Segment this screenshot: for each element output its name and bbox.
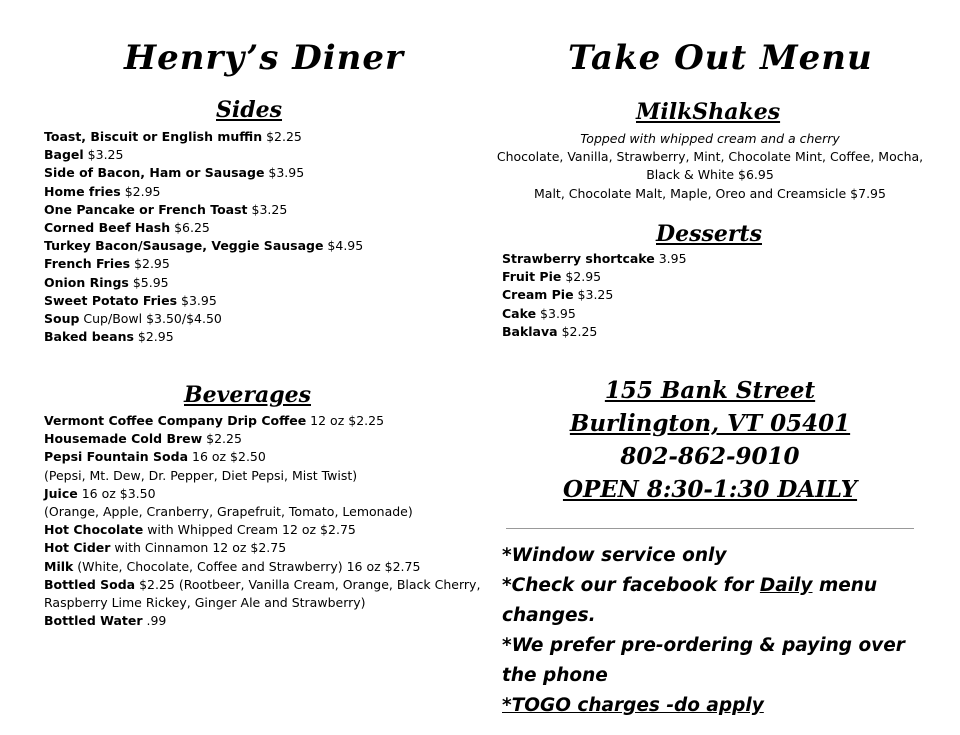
beverages-list [44, 412, 480, 630]
list-item: Cake $3.95 [502, 305, 576, 321]
list-item: Cream Pie $3.25 [502, 287, 614, 303]
list-item: Black & White $6.95 [646, 167, 774, 183]
note-preorder: *We prefer pre-ordering & paying over the phone [502, 635, 905, 686]
list-item: Toast, Biscuit or English muffin $2.25 [44, 129, 302, 144]
beverages-heading: Beverages [184, 382, 311, 408]
list-item: French Fries $2.95 [44, 256, 170, 272]
list-item: Housemade Cold Brew $2.25 [44, 431, 242, 447]
opening-hours: OPEN 8:30-1:30 DAILY [562, 476, 858, 503]
list-item: Hot Chocolate with Whipped Cream 12 oz $2.75 [44, 522, 356, 538]
list-item: Fruit Pie $2.95 [502, 269, 602, 285]
desserts-heading: Desserts [656, 221, 762, 247]
phone-number: 802-862-9010 [620, 443, 800, 470]
list-item: Milk (White, Chocolate, Coffee and Strawberry) 16 oz $2.75 [44, 558, 421, 574]
list-item: Juice 16 oz $3.50 [44, 485, 156, 501]
desserts-list [502, 250, 687, 341]
list-item: (Pepsi, Mt. Dew, Dr. Pepper, Diet Pepsi, Mist Twist) [44, 467, 358, 483]
milkshakes-block [496, 130, 924, 203]
list-item: Soup Cup/Bowl $3.50/$4.50 [44, 311, 222, 327]
list-item: Hot Cider with Cinnamon 12 oz $2.75 [44, 540, 287, 556]
note-window-service: *Window service only [502, 545, 727, 566]
list-item: Baklava $2.25 [502, 323, 598, 339]
list-item: Bagel $3.25 [44, 147, 124, 163]
list-item: Side of Bacon, Ham or Sausage $3.95 [44, 165, 305, 181]
list-item: Vermont Coffee Company Drip Coffee 12 oz $2.25 [44, 413, 385, 428]
divider [506, 528, 914, 529]
list-item: Turkey Bacon/Sausage, Veggie Sausage $4.95 [44, 238, 364, 254]
list-item: Home fries $2.95 [44, 183, 161, 199]
note-facebook: *Check our facebook for Daily menu changes. [502, 575, 878, 626]
note-togo: *TOGO charges -do apply [502, 695, 764, 716]
milkshakes-subtitle: Topped with whipped cream and a cherry [580, 131, 840, 146]
city-state-zip: Burlington, VT 05401 [569, 410, 851, 437]
sides-list [44, 128, 363, 346]
list-item: One Pancake or French Toast $3.25 [44, 201, 288, 217]
milkshakes-heading: MilkShakes [636, 99, 781, 125]
notes-block [502, 541, 922, 721]
street-address: 155 Bank Street [604, 377, 816, 404]
list-item: Malt, Chocolate Malt, Maple, Oreo and Creamsicle $7.95 [534, 185, 886, 201]
takeout-title: Take Out Menu [568, 38, 873, 78]
sides-heading: Sides [216, 97, 283, 123]
list-item: Pepsi Fountain Soda 16 oz $2.50 [44, 449, 266, 465]
list-item: Sweet Potato Fries $3.95 [44, 292, 217, 308]
list-item: (Orange, Apple, Cranberry, Grapefruit, Tomato, Lemonade) [44, 504, 413, 520]
list-item: Bottled Water .99 [44, 613, 167, 629]
restaurant-title: Henry’s Diner [124, 38, 404, 78]
list-item: Corned Beef Hash $6.25 [44, 220, 210, 236]
list-item: Chocolate, Vanilla, Strawberry, Mint, Chocolate Mint, Coffee, Mocha, [496, 149, 924, 165]
list-item: Raspberry Lime Rickey, Ginger Ale and Strawberry) [44, 595, 366, 611]
address-block [540, 374, 880, 506]
list-item: Bottled Soda $2.25 (Rootbeer, Vanilla Cream, Orange, Black Cherry, [44, 576, 481, 592]
list-item: Baked beans $2.95 [44, 329, 174, 345]
list-item: Onion Rings $5.95 [44, 274, 169, 290]
list-item: Strawberry shortcake 3.95 [502, 251, 687, 266]
